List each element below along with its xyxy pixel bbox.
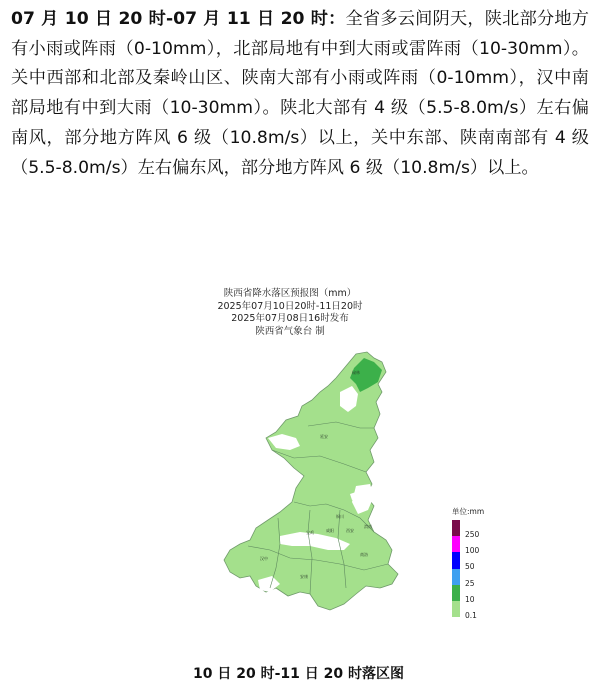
legend-label: 10 (465, 594, 475, 604)
svg-text:汉中: 汉中 (260, 556, 268, 561)
map-issue-time: 2025年07月08日16时发布 (231, 313, 349, 324)
legend-label: 250 (465, 530, 480, 539)
svg-text:商洛: 商洛 (360, 552, 368, 557)
svg-text:咸阳: 咸阳 (326, 528, 334, 533)
legend-swatch (452, 552, 460, 568)
forecast-paragraph (11, 5, 589, 183)
svg-text:渭南: 渭南 (364, 524, 372, 529)
legend-label: 100 (465, 546, 480, 556)
legend-swatch (452, 569, 460, 585)
legend-label: 25 (465, 578, 475, 588)
legend-unit: 单位:mm (452, 507, 485, 516)
svg-text:延安: 延安 (320, 434, 328, 439)
legend-item-25 (452, 569, 500, 588)
forecast-period: 07 月 10 日 20 时-07 月 11 日 20 时： (11, 9, 346, 29)
legend-label: 0.1 (465, 610, 477, 620)
legend-item-10 (452, 585, 500, 604)
forecast-text: 全省多云间阴天，陕北部分地方有小雨或阵雨（0-10mm），北部局地有中到大雨或雷阵雨（10-30mm）。关中西部和北部及秦岭山区、陕南大部有小雨或阵雨（0-10mm），汉中南部局地有中到大雨（10-30mm）。陕北大部有 4 级（5.5-8.0m/s）左右偏南风，部分地方阵风 6 级（10.8m/s）以上，关中东部、陕南南部有 4 级（5.5-8.0m/s）左右偏东风，部分地方阵风 6 级（10.8m/s）以上。 (11, 9, 589, 178)
svg-text:安康: 安康 (300, 574, 308, 579)
svg-text:铜川: 铜川 (336, 514, 344, 519)
map-issuer: 陕西省气象台 制 (255, 325, 325, 337)
legend-item-0-1 (452, 601, 500, 620)
svg-text:西安: 西安 (346, 528, 354, 533)
map-period: 2025年07月10日20时-11日20时 (217, 300, 363, 312)
map-caption: 10 日 20 时-11 日 20 时落区图 (193, 666, 404, 682)
legend-item-50 (452, 552, 500, 572)
legend-swatch (452, 520, 460, 536)
legend-label: 50 (465, 562, 475, 572)
precipitation-legend (452, 506, 500, 620)
legend-item-250 (452, 520, 500, 539)
precipitation-map-figure (160, 288, 500, 648)
legend-swatch (452, 585, 460, 601)
map-title: 陕西省降水落区预报图（mm） (223, 288, 357, 299)
svg-text:宝鸡: 宝鸡 (306, 530, 314, 535)
svg-text:榆林: 榆林 (352, 370, 360, 375)
shaanxi-precipitation-map (160, 288, 460, 648)
legend-swatch (452, 536, 460, 552)
legend-item-100 (452, 536, 500, 556)
legend-swatch (452, 601, 460, 617)
